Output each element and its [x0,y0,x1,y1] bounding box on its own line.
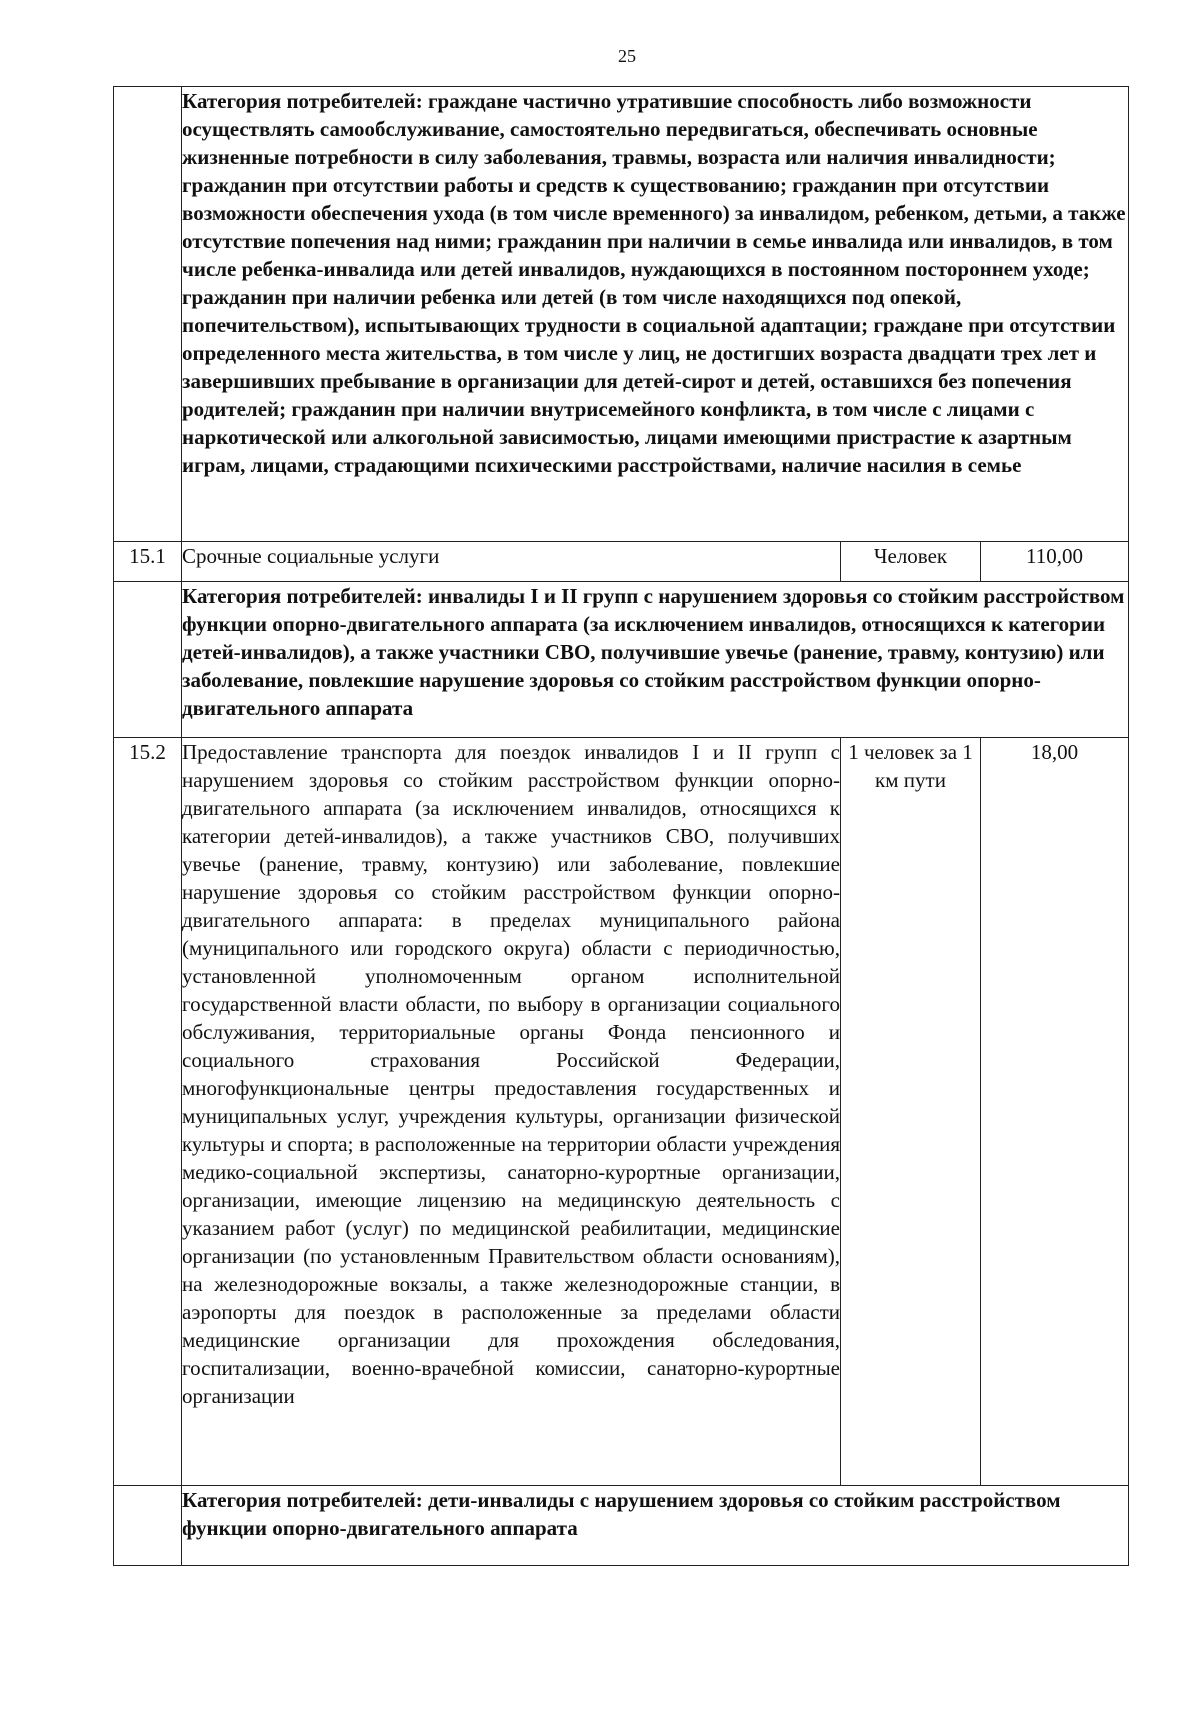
row-number-cell [114,582,182,738]
row-number-cell [114,1486,182,1566]
tariff-table [113,86,1129,1566]
unit-of-measure: 1 человек за 1 км пути [841,738,981,1486]
table-row [114,738,1129,1486]
tariff-value: 110,00 [981,542,1129,582]
category-row [114,1486,1129,1566]
service-name: Срочные социальные услуги [182,542,841,582]
service-description: Предоставление транспорта для поездок инвалидов I и II групп с нарушением здоровья со стойким расстройством функции опорно-двигательного аппарата (за исключением инвалидов, относящихся к категории детей-инвалидов), а также участников СВО, получивших увечье (ранение, травму, контузию) или заболевание, повлекшие нарушение здоровья со стойким расстройством функции опорно-двигательного аппарата: в пределах муниципального района (муниципального или городского округа) области с периодичностью, установленной уполномоченным органом исполнительной государственной власти области, по выбору в организации социального обслуживания, территориальные органы Фонда пенсионного и социального страхования Российской Федерации, многофункциональные центры предоставления государственных и муниципальных услуг, учреждения культуры, организации физической культуры и спорта; в расположенные на территории области учреждения медико-социальной экспертизы, санаторно-курортные организации, организации, имеющие лицензию на медицинскую деятельность с указанием работ (услуг) по медицинской реабилитации, медицинские организации (по установленным Правительством области основаниям), на железнодорожные вокзалы, а также железнодорожные станции, в аэропорты для поездок в расположенные за пределами области медицинские организации для прохождения обследования, госпитализации, военно-врачебной комиссии, санаторно-курортные организации [182,738,841,1486]
table-row [114,542,1129,582]
row-number-cell [114,87,182,542]
category-heading: Категория потребителей: граждане частично утратившие способность либо возможности осуществлять самообслуживание, самостоятельно передвигаться, обеспечивать основные жизненные потребности в силу заболевания, травмы, возраста или наличия инвалидности; гражданин при отсутствии работы и средств к существованию; гражданин при отсутствии возможности обеспечения ухода (в том числе временного) за инвалидом, ребенком, детьми, а также отсутствие попечения над ними; гражданин при наличии в семье инвалида или инвалидов, в том числе ребенка-инвалида или детей инвалидов, нуждающихся в постоянном постороннем уходе; гражданин при наличии ребенка или детей (в том числе находящихся под опекой, попечительством), испытывающих трудности в социальной адаптации; граждане при отсутствии определенного места жительства, в том числе у лиц, не достигших возраста двадцати трех лет и завершивших пребывание в организации для детей-сирот и детей, оставшихся без попечения родителей; гражданин при наличии внутрисемейного конфликта, в том числе с лицами с наркотической или алкогольной зависимостью, лицами имеющими пристрастие к азартным играм, лицами, страдающими психическими расстройствами, наличие насилия в семье [182,87,1129,542]
category-row [114,582,1129,738]
unit-of-measure: Человек [841,542,981,582]
tariff-value: 18,00 [981,738,1129,1486]
category-heading: Категория потребителей: дети-инвалиды с нарушением здоровья со стойким расстройством функции опорно-двигательного аппарата [182,1486,1129,1566]
category-heading: Категория потребителей: инвалиды I и II групп с нарушением здоровья со стойким расстройством функции опорно-двигательного аппарата (за исключением инвалидов, относящихся к категории детей-инвалидов), а также участники СВО, получившие увечье (ранение, травму, контузию) или заболевание, повлекшие нарушение здоровья со стойким расстройством функции опорно-двигательного аппарата [182,582,1129,738]
row-number: 15.1 [114,542,182,582]
page-number: 25 [618,46,636,66]
category-row [114,87,1129,542]
row-number: 15.2 [114,738,182,1486]
